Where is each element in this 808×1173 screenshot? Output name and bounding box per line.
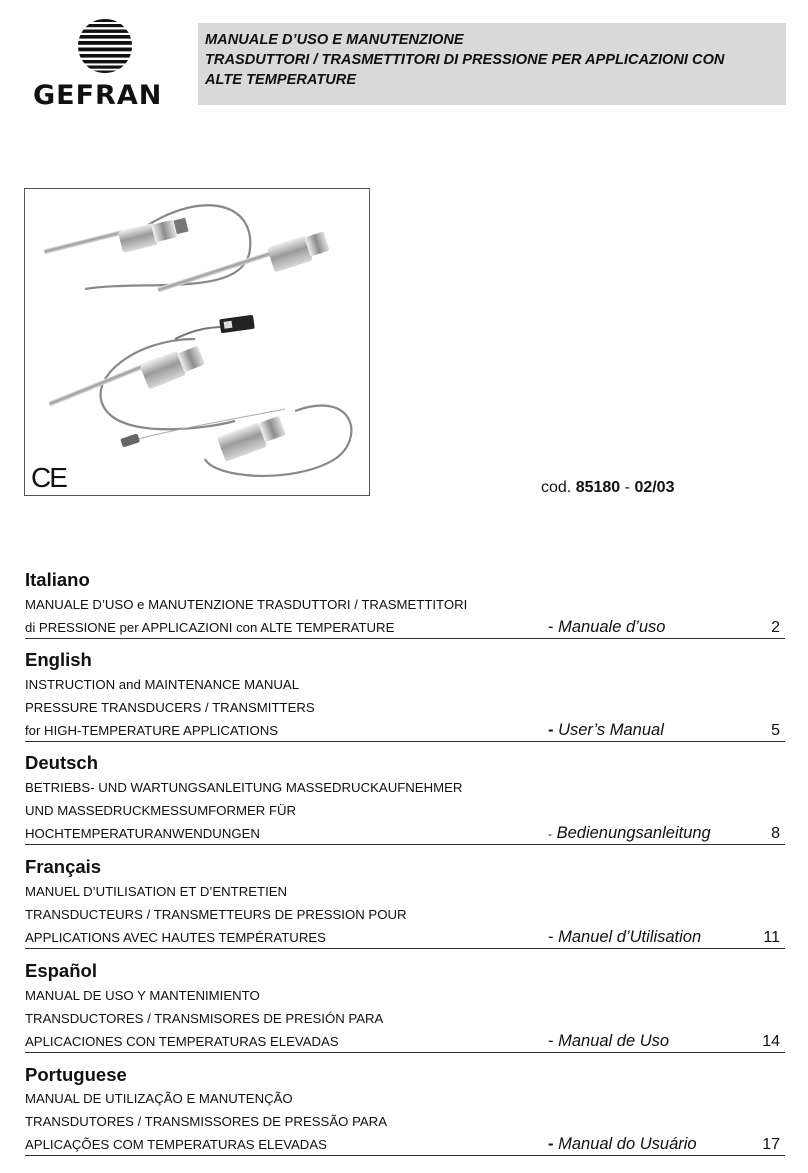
section-divider: [25, 948, 785, 949]
lang-title-portuguese: Portuguese: [25, 1064, 127, 1085]
lang-desc-line: MANUEL D’UTILISATION ET D’ENTRETIEN: [25, 884, 288, 899]
manual-link-francais[interactable]: - Manuel d’Utilisation: [548, 928, 702, 946]
section-divider: [25, 638, 785, 639]
code-revision: 02/03: [634, 479, 675, 496]
header-line-2: TRASDUTTORI / TRASMETTITORI DI PRESSIONE PER APPLICAZIONI CON: [205, 52, 725, 68]
lang-desc-line: di PRESSIONE per APPLICAZIONI con ALTE TEMPERATURE: [25, 620, 395, 635]
brand-name: GEFRAN: [33, 80, 163, 111]
page-number-francais: 11: [763, 929, 780, 946]
lang-title-francais: Français: [25, 856, 102, 877]
lang-desc-line: MANUAL DE USO Y MANTENIMIENTO: [25, 988, 260, 1003]
transducer-1: [44, 205, 251, 289]
lang-title-english: English: [25, 649, 92, 670]
header-title-box: [198, 23, 786, 105]
lang-desc-line: APLICAÇÕES COM TEMPERATURAS ELEVADAS: [25, 1137, 327, 1152]
page-number-portuguese: 17: [762, 1136, 780, 1153]
section-divider: [25, 1155, 785, 1156]
lang-desc-line: INSTRUCTION and MAINTENANCE MANUAL: [25, 677, 300, 692]
document-code: [541, 479, 674, 497]
manual-link-deutsch[interactable]: - Bedienungsanleitung: [548, 824, 711, 842]
lang-desc-line: HOCHTEMPERATURANWENDUNGEN: [25, 826, 260, 841]
transducer-3: [49, 315, 255, 430]
lang-desc-line: UND MASSEDRUCKMESSUMFORMER FÜR: [25, 803, 297, 818]
section-divider: [25, 844, 785, 845]
lang-desc-line: MANUAL DE UTILIZAÇÃO E MANUTENÇÃO: [25, 1091, 293, 1106]
header-line-3: ALTE TEMPERATURE: [205, 72, 357, 88]
product-photo: [24, 188, 370, 496]
transducer-2: [157, 231, 329, 292]
code-number: 85180: [575, 479, 621, 496]
lang-desc-line: APPLICATIONS AVEC HAUTES TEMPÉRATURES: [25, 930, 326, 945]
lang-desc-line: PRESSURE TRANSDUCERS / TRANSMITTERS: [25, 700, 315, 715]
code-prefix: cod.: [541, 479, 572, 496]
manual-link-english[interactable]: - User’s Manual: [548, 721, 664, 739]
transducer-4: [120, 406, 351, 476]
lang-desc-line: APLICACIONES CON TEMPERATURAS ELEVADAS: [25, 1034, 339, 1049]
lang-title-deutsch: Deutsch: [25, 752, 98, 773]
page-number-deutsch: 8: [771, 825, 780, 842]
section-divider: [25, 741, 785, 742]
page-number-espanol: 14: [762, 1033, 780, 1050]
lang-desc-line: for HIGH-TEMPERATURE APPLICATIONS: [25, 723, 279, 738]
lang-title-italiano: Italiano: [25, 569, 90, 590]
lang-desc-line: MANUALE D’USO e MANUTENZIONE TRASDUTTORI / TRASMETTITORI: [25, 597, 468, 612]
lang-desc-line: TRANSDUTORES / TRANSMISSORES DE PRESSÃO PARA: [25, 1114, 387, 1129]
manual-link-espanol[interactable]: - Manual de Uso: [548, 1032, 670, 1050]
page-number-italiano: 2: [771, 619, 780, 636]
lang-desc-line: TRANSDUCTORES / TRANSMISORES DE PRESIÓN PARA: [25, 1011, 384, 1026]
ce-mark-icon: CE: [31, 462, 66, 493]
lang-desc-line: BETRIEBS- UND WARTUNGSANLEITUNG MASSEDRUCKAUFNEHMER: [25, 780, 463, 795]
manual-link-portuguese[interactable]: - Manual do Usuário: [548, 1135, 697, 1153]
section-divider: [25, 1052, 785, 1053]
header-line-1: MANUALE D’USO E MANUTENZIONE: [205, 32, 464, 48]
code-separator: -: [624, 479, 630, 496]
page-number-english: 5: [771, 722, 780, 739]
lang-title-espanol: Español: [25, 960, 97, 981]
lang-desc-line: TRANSDUCTEURS / TRANSMETTEURS DE PRESSION POUR: [25, 907, 407, 922]
manual-link-italiano[interactable]: - Manuale d’uso: [548, 618, 666, 636]
